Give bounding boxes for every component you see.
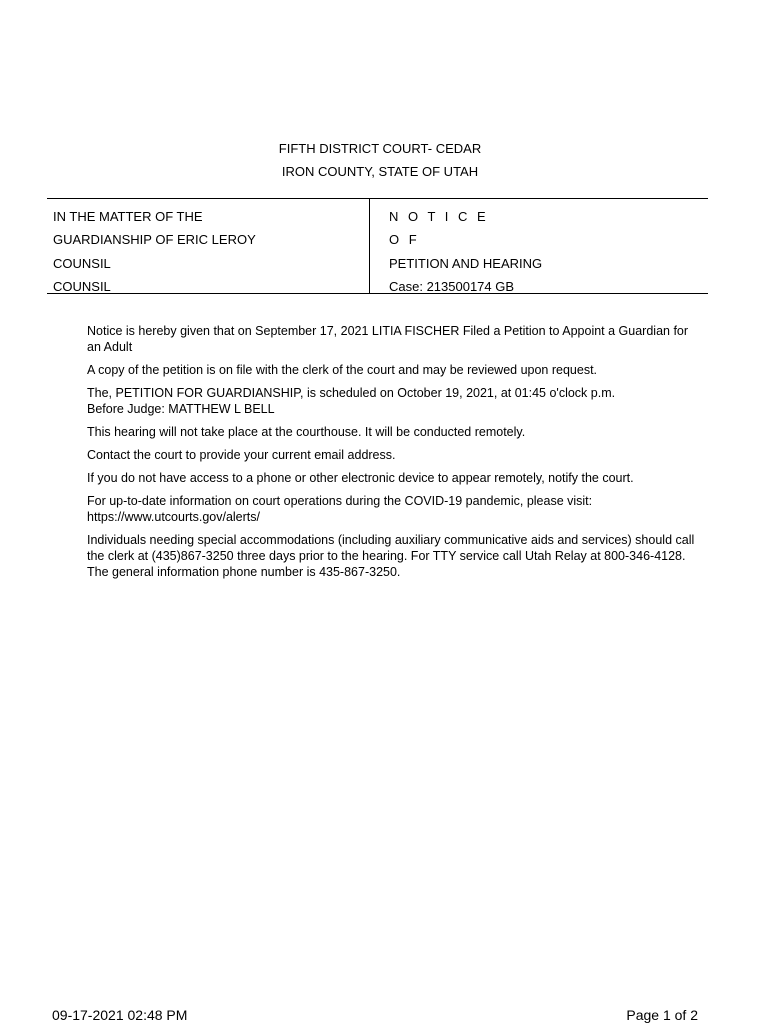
accommodations-paragraph: Individuals needing special accommodations (including auxiliary communicative aids and services) should call the clerk at (435)867-3250 three days prior to the hearing. For TTY service call Utah Relay at 800-346-4128. The general information phone number is 435-867-3250. [87, 533, 695, 579]
petition-copy-paragraph: A copy of the petition is on file with the clerk of the court and may be reviewed upon request. [87, 363, 598, 377]
filing-paragraph: Notice is hereby given that on September 17, 2021 LITIA FISCHER Filed a Petition to Appoint a Guardian for an Adult [87, 324, 689, 354]
court-name: FIFTH DISTRICT COURT- CEDAR [278, 141, 482, 156]
of-label: O F [389, 232, 420, 248]
hearing-schedule-paragraph [87, 385, 702, 417]
case-caption [47, 198, 708, 294]
device-paragraph: If you do not have access to a phone or other electronic device to appear remotely, notify the court. [87, 471, 634, 485]
remote-hearing-paragraph: This hearing will not take place at the courthouse. It will be conducted remotely. [87, 425, 526, 439]
covid-info-line: For up-to-date information on court operations during the COVID-19 pandemic, please visit: [87, 494, 593, 508]
notice-label: N O T I C E [389, 209, 489, 224]
caption-matter [53, 205, 353, 298]
caption-matter-line: IN THE MATTER OF THE [53, 209, 203, 224]
caption-notice [389, 205, 699, 298]
notice-body [87, 323, 702, 587]
court-header [0, 137, 760, 183]
hearing-schedule-line: The, PETITION FOR GUARDIANSHIP, is scheduled on October 19, 2021, at 01:45 o'clock p.m. [87, 386, 616, 400]
footer-timestamp: 09-17-2021 02:48 PM [52, 1007, 188, 1023]
court-location: IRON COUNTY, STATE OF UTAH [281, 164, 479, 179]
case-number: Case: 213500174 GB [389, 278, 515, 294]
caption-matter-line: GUARDIANSHIP OF ERIC LEROY [53, 232, 256, 248]
email-paragraph: Contact the court to provide your current email address. [87, 448, 396, 462]
caption-matter-line: COUNSIL [53, 255, 111, 271]
alerts-url: https://www.utcourts.gov/alerts/ [87, 510, 260, 524]
notice-title: PETITION AND HEARING [389, 255, 543, 271]
judge-line: Before Judge: MATTHEW L BELL [87, 402, 275, 416]
caption-divider [369, 199, 370, 293]
page-number: Page 1 of 2 [626, 1007, 698, 1023]
covid-info-paragraph [87, 493, 702, 525]
caption-matter-line: COUNSIL [53, 278, 111, 294]
